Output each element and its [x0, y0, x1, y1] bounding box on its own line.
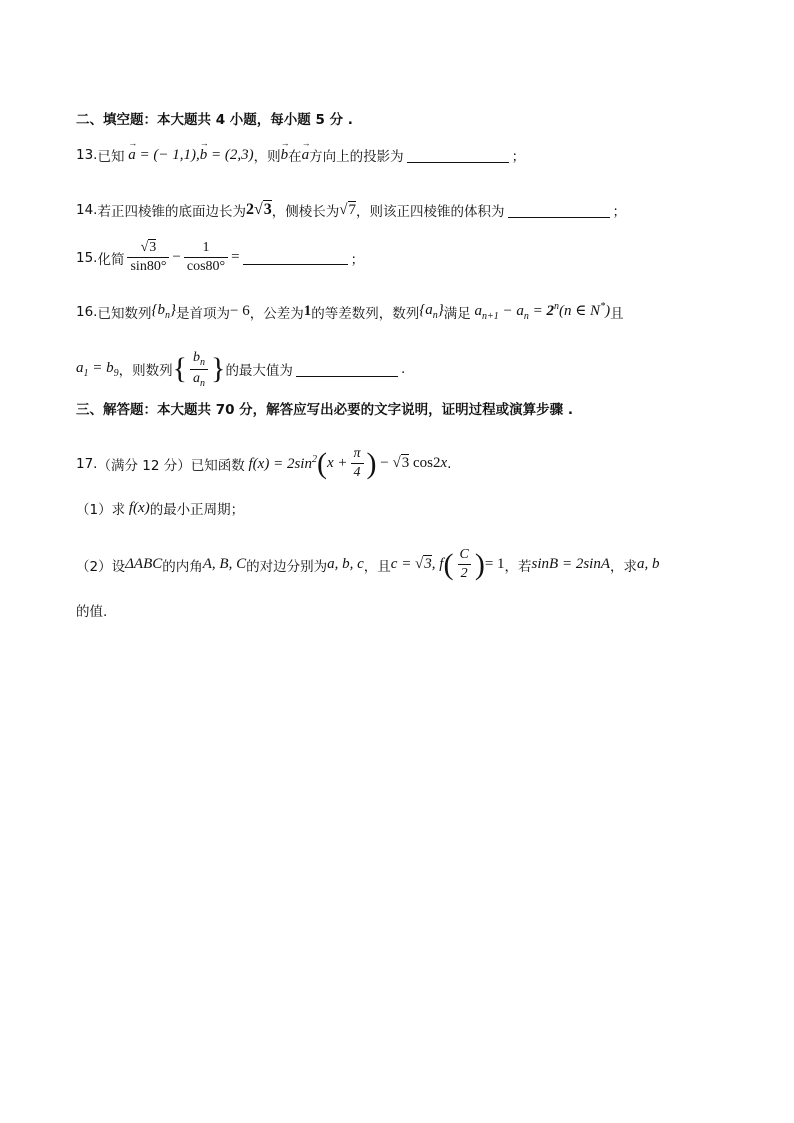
question-13: 13. 已知 → a = (− 1,1),→ b = (2,3) ，则 → b 在 → a 方向上的投影为 ；: [76, 145, 525, 165]
question-16: 16. 已知数列 $\{b_n\}$ 是首项为 − 6 ，公差为 1 的等差数列，数列 $\{a_n\}$ 满足 $a_{n+1} - a_n = 2^n(n$ ∈ N*) 且: [76, 301, 624, 322]
formula-function-f: $f(x) = 2\sin^2$: [244, 454, 317, 472]
question-17: 17. （满分 12 分） 已知函数 $f(x) = 2\sin^2$ ( x + $\frac{\pi}{4}$ ) − √3 cos2 x .: [76, 446, 452, 480]
answer-blank-14[interactable]: [508, 203, 610, 218]
question-14: 14. 若正四棱锥的底面边长为 2√3 ，侧棱长为 √7 ，则该正四棱锥的体积为 ；: [76, 201, 626, 220]
fraction-sqrt3-over-sin80: $\frac{√3}{\sin 80^\circ}$: [127, 240, 169, 275]
fraction-1-over-cos80: $\frac{1}{\cos 80^\circ}$: [184, 240, 228, 275]
answer-blank-15[interactable]: [243, 250, 348, 265]
question-17-part-1: （1） 求 f(x) 的最小正周期；: [76, 499, 245, 518]
section-3-heading: 三、解答题：本大题共 70 分，解答应写出必要的文字说明，证明过程或演算步骤 .: [76, 402, 574, 418]
formula-2sqrt3: 2√3: [245, 201, 272, 218]
question-15: 15. 化简 $\frac{√3}{\sin 80^\circ}$ − $\frac{1}{\cos 80^\circ}$ = ；: [76, 240, 365, 274]
question-17-part-2-line-2: 的值.: [76, 604, 108, 620]
question-17-part-2: （2） 设 ΔABC 的内角 A, B, C 的对边分别为 a, b, c ，且 c = √3, f ( $\frac{C}{2}$ ) = 1 ，若 sinB = 2sinA ，求 a, b: [76, 547, 660, 581]
formula-q13-vectors: → a = (− 1,1),→ b = (2,3): [124, 147, 253, 164]
answer-blank-16[interactable]: [296, 362, 398, 377]
question-16-line-2: $a_1 = b_9$ ，则数列 { $\frac{b_n}{a_n}$ } 的最大值为 .: [76, 350, 406, 389]
formula-sqrt7: √7: [339, 201, 356, 218]
formula-recurrence: $a_{n+1} - a_n = 2^n(n$ ∈ N*): [470, 301, 611, 322]
section-2-heading: 二、填空题：本大题共 4 小题，每小题 5 分 .: [76, 112, 353, 128]
fraction-bn-over-an: $\frac{b_n}{a_n}$: [190, 350, 208, 389]
answer-blank-13[interactable]: [407, 148, 509, 163]
